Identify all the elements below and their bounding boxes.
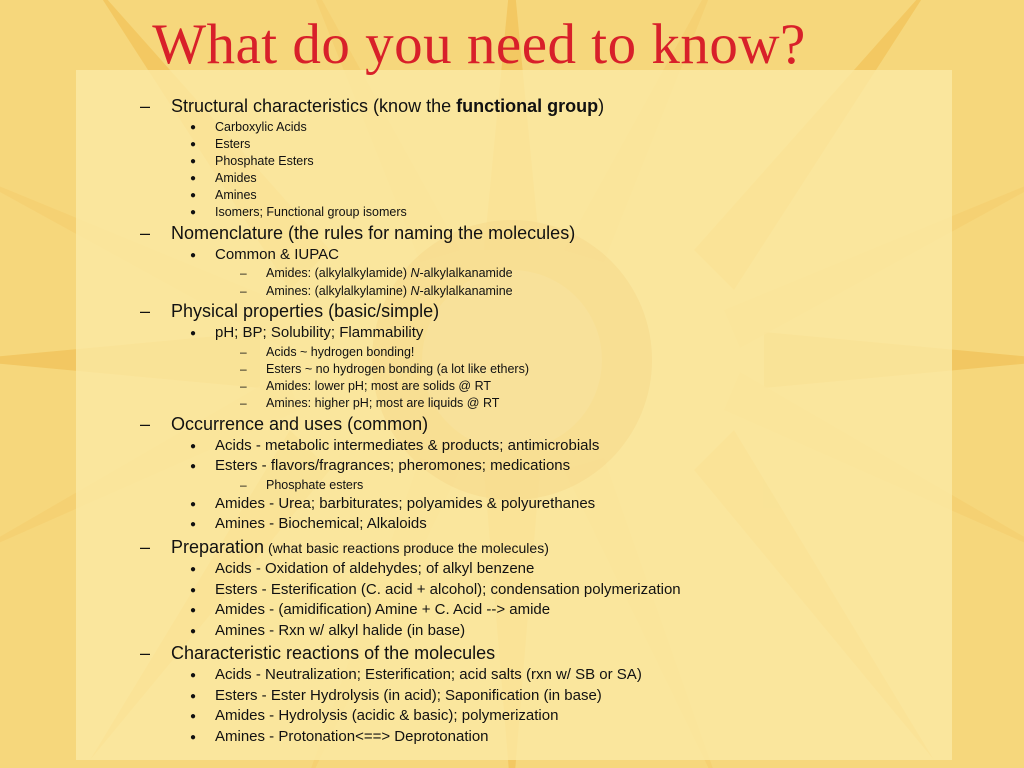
bullet-marker: ●	[190, 250, 197, 261]
bullet-marker: ●	[190, 156, 197, 167]
dash-marker: –	[240, 362, 247, 376]
bullet-marker: ●	[190, 499, 197, 510]
list-subitem: Acids ~ hydrogen bonding!	[266, 345, 415, 359]
list-item: Amides - Hydrolysis (acidic & basic); polymerization	[215, 707, 559, 724]
list-subitem: Phosphate esters	[266, 478, 364, 492]
dash-marker: –	[140, 414, 151, 434]
list-item: Amides - (amidification) Amine + C. Acid --> amide	[215, 601, 551, 618]
bullet-marker: ●	[190, 711, 197, 722]
list-item: Carboxylic Acids	[215, 120, 307, 134]
section-physical-properties: Physical properties (basic/simple)	[171, 301, 440, 321]
list-item: Phosphate Esters	[215, 154, 314, 168]
list-item: Amides	[215, 171, 257, 185]
dash-marker: –	[240, 345, 247, 359]
dash-marker: –	[140, 301, 151, 321]
section-structural: Structural characteristics (know the functional group)	[171, 96, 605, 116]
dash-marker: –	[240, 379, 247, 393]
list-item: Amines - Biochemical; Alkaloids	[215, 515, 427, 532]
functional-group-emphasis: functional group	[456, 96, 599, 116]
list-item: Esters - Ester Hydrolysis (in acid); Saponification (in base)	[215, 687, 602, 704]
list-item: Acids - Neutralization; Esterification; acid salts (rxn w/ SB or SA)	[215, 666, 642, 683]
bullet-marker: ●	[190, 626, 197, 637]
section-occurrence-uses: Occurrence and uses (common)	[171, 414, 429, 434]
bullet-marker: ●	[190, 173, 197, 184]
list-item: Isomers; Functional group isomers	[215, 205, 407, 219]
section-nomenclature: Nomenclature (the rules for naming the molecules)	[171, 223, 576, 243]
bullet-marker: ●	[190, 519, 197, 530]
bullet-marker: ●	[190, 122, 197, 133]
list-item: Amides - Urea; barbiturates; polyamides & polyurethanes	[215, 495, 596, 512]
bullet-marker: ●	[190, 139, 197, 150]
list-item: Amines - Rxn w/ alkyl halide (in base)	[215, 622, 466, 639]
list-item: Amines	[215, 188, 257, 202]
dash-marker: –	[140, 223, 151, 243]
list-subitem: Esters ~ no hydrogen bonding (a lot like ethers)	[266, 362, 530, 376]
list-subitem: Amines: higher pH; most are liquids @ RT	[266, 396, 500, 410]
bullet-marker: ●	[190, 564, 197, 575]
list-subitem: Amides: lower pH; most are solids @ RT	[266, 379, 492, 393]
section-characteristic-reactions: Characteristic reactions of the molecules	[171, 643, 496, 663]
bullet-marker: ●	[190, 461, 197, 472]
list-item: pH; BP; Solubility; Flammability	[215, 324, 424, 341]
section-preparation: Preparation (what basic reactions produce the molecules)	[171, 537, 549, 557]
bullet-marker: ●	[190, 732, 197, 743]
slide-title: What do you need to know?	[152, 13, 806, 76]
list-item: Esters - Esterification (C. acid + alcohol); condensation polymerization	[215, 581, 681, 598]
list-item: Esters - flavors/fragrances; pheromones; medications	[215, 457, 571, 474]
list-item: Esters	[215, 137, 251, 151]
dash-marker: –	[240, 284, 247, 298]
bullet-marker: ●	[190, 441, 197, 452]
list-subitem: Amines: (alkylalkylamine) N-alkylalkanamine	[266, 284, 513, 298]
dash-marker: –	[140, 643, 151, 663]
dash-marker: –	[240, 478, 247, 492]
list-item: Acids - metabolic intermediates & products; antimicrobials	[215, 437, 600, 454]
dash-marker: –	[240, 266, 247, 280]
bullet-marker: ●	[190, 670, 197, 681]
dash-marker: –	[240, 396, 247, 410]
dash-marker: –	[140, 537, 151, 557]
list-item: Common & IUPAC	[215, 246, 339, 263]
list-item: Amines - Protonation<==> Deprotonation	[215, 728, 489, 745]
bullet-marker: ●	[190, 691, 197, 702]
list-item: Acids - Oxidation of aldehydes; of alkyl benzene	[215, 560, 535, 577]
bullet-marker: ●	[190, 585, 197, 596]
dash-marker: –	[140, 96, 151, 116]
list-subitem: Amides: (alkylalkylamide) N-alkylalkanamide	[266, 266, 513, 280]
bullet-marker: ●	[190, 605, 197, 616]
bullet-marker: ●	[190, 328, 197, 339]
bullet-marker: ●	[190, 207, 197, 218]
bullet-marker: ●	[190, 190, 197, 201]
